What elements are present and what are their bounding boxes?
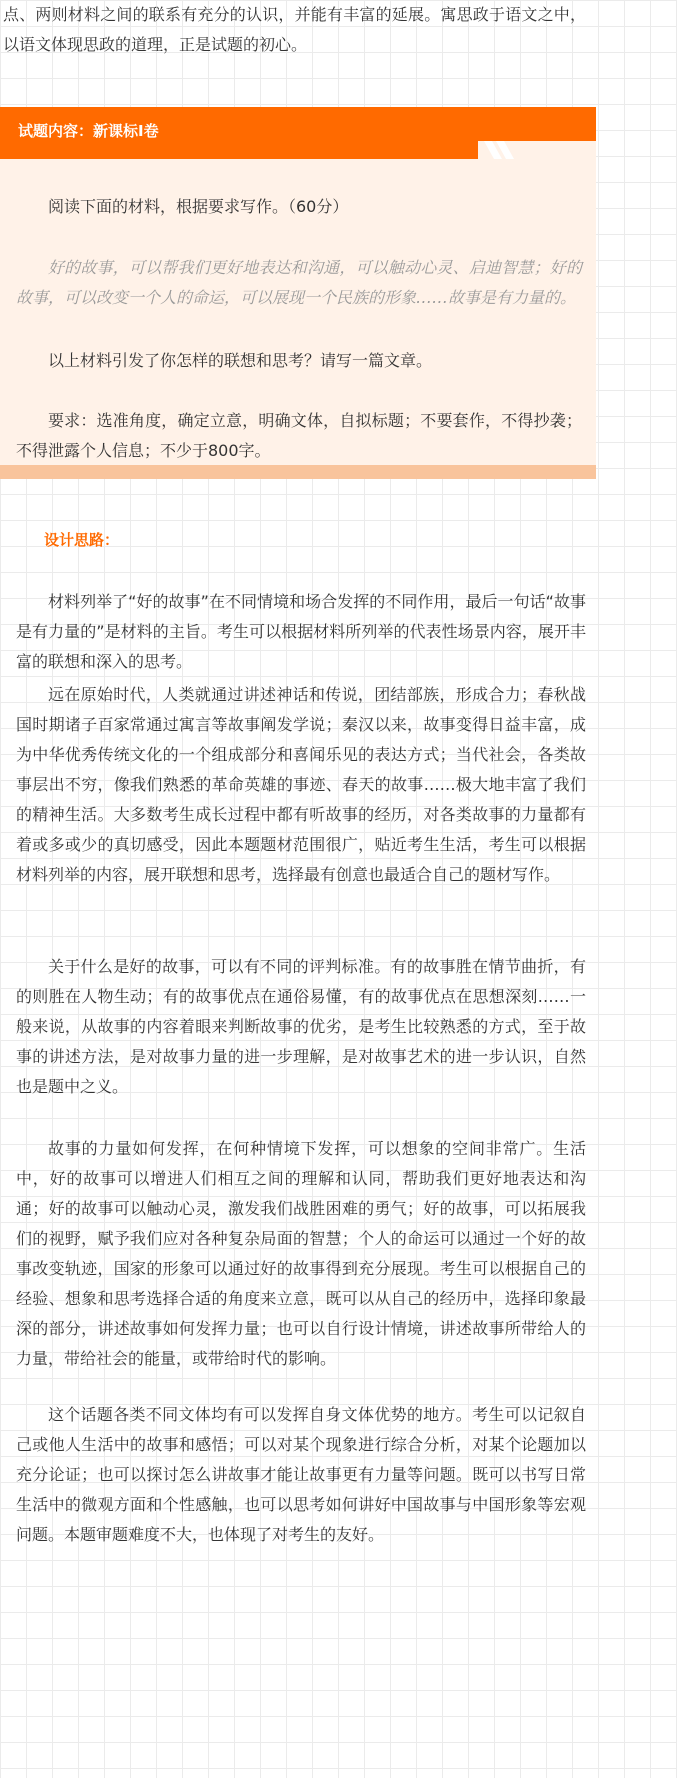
design-paragraph-3 xyxy=(0,952,596,1102)
question-instruction: 阅读下面的材料，根据要求写作。（60分） xyxy=(48,197,349,216)
question-box-bottom-bar xyxy=(0,465,596,479)
question-requirements: 要求：选准角度，确定立意，明确文体，自拟标题；不要套作，不得抄袭；不得泄露个人信息；不少于800字。 xyxy=(16,411,582,460)
design-paragraph-4 xyxy=(0,1134,596,1374)
question-requirements-block xyxy=(0,406,596,466)
question-material-block xyxy=(0,253,596,313)
header-corner-stripes-icon xyxy=(446,107,596,159)
design-paragraph-5 xyxy=(0,1400,596,1550)
question-material: 好的故事，可以帮我们更好地表达和沟通，可以触动心灵、启迪智慧；好的故事，可以改变一个人的命运，可以展现一个民族的形象……故事是有力量的。 xyxy=(16,258,582,307)
design-paragraph-text: 材料列举了“好的故事”在不同情境和场合发挥的不同作用，最后一句话“故事是有力量的”是材料的主旨。考生可以根据材料所列举的代表性场景内容，展开丰富的联想和深入的思考。 xyxy=(16,592,586,671)
question-instruction-block xyxy=(0,192,596,222)
question-prompt-block xyxy=(0,346,596,376)
design-heading: 设计思路： xyxy=(44,531,120,549)
question-box xyxy=(0,107,596,480)
design-paragraph-2 xyxy=(0,680,596,890)
design-paragraph-text: 远在原始时代，人类就通过讲述神话和传说，团结部族，形成合力；春秋战国时期诸子百家常通过寓言等故事阐发学说；秦汉以来，故事变得日益丰富，成为中华优秀传统文化的一个组成部分和喜闻乐见的表达方式；当代社会，各类故事层出不穷，像我们熟悉的革命英雄的事迹、春天的故事……极大地丰富了我们的精神生活。大多数考生成长过程中都有听故事的经历，对各类故事的力量都有着或多或少的真切感受，因此本题题材范围很广，贴近考生生活，考生可以根据材料列举的内容，展开联想和思考，选择最有创意也最适合自己的题材写作。 xyxy=(16,685,586,884)
question-header xyxy=(0,107,596,159)
design-paragraph-text: 关于什么是好的故事，可以有不同的评判标准。有的故事胜在情节曲折，有的则胜在人物生动；有的故事优点在通俗易懂，有的故事优点在思想深刻……一般来说，从故事的内容着眼来判断故事的优劣，是考生比较熟悉的方式，至于故事的讲述方法，是对故事力量的进一步理解，是对故事艺术的进一步认识，自然也是题中之义。 xyxy=(16,957,586,1096)
question-body xyxy=(0,159,596,465)
design-paragraph-1 xyxy=(0,587,596,677)
question-prompt: 以上材料引发了你怎样的联想和思考？请写一篇文章。 xyxy=(48,351,433,370)
design-paragraph-text: 故事的力量如何发挥，在何种情境下发挥，可以想象的空间非常广。生活中，好的故事可以增进人们相互之间的理解和认同，帮助我们更好地表达和沟通；好的故事可以触动心灵，激发我们战胜困难的勇气；好的故事，可以拓展我们的视野，赋予我们应对各种复杂局面的智慧；个人的命运可以通过一个好的故事改变轨迹，国家的形象可以通过好的故事得到充分展现。考生可以根据自己的经验、想象和思考选择合适的角度来立意，既可以从自己的经历中，选择印象最深的部分，讲述故事如何发挥力量；也可以自行设计情境，讲述故事所带给人的力量，带给社会的能量，或带给时代的影响。 xyxy=(16,1139,586,1368)
design-paragraph-text: 这个话题各类不同文体均有可以发挥自身文体优势的地方。考生可以记叙自己或他人生活中的故事和感悟；可以对某个现象进行综合分析，对某个论题加以充分论证；也可以探讨怎么讲故事才能让故事更有力量等问题。既可以书写日常生活中的微观方面和个性感触，也可以思考如何讲好中国故事与中国形象等宏观问题。本题审题难度不大，也体现了对考生的友好。 xyxy=(16,1405,586,1544)
intro-paragraph: 点、两则材料之间的联系有充分的认识，并能有丰富的延展。寓思政于语文之中，以语文体现思政的道理，正是试题的初心。 xyxy=(3,5,586,54)
intro-section xyxy=(0,0,596,60)
question-header-title: 试题内容：新课标I卷 xyxy=(18,122,159,140)
